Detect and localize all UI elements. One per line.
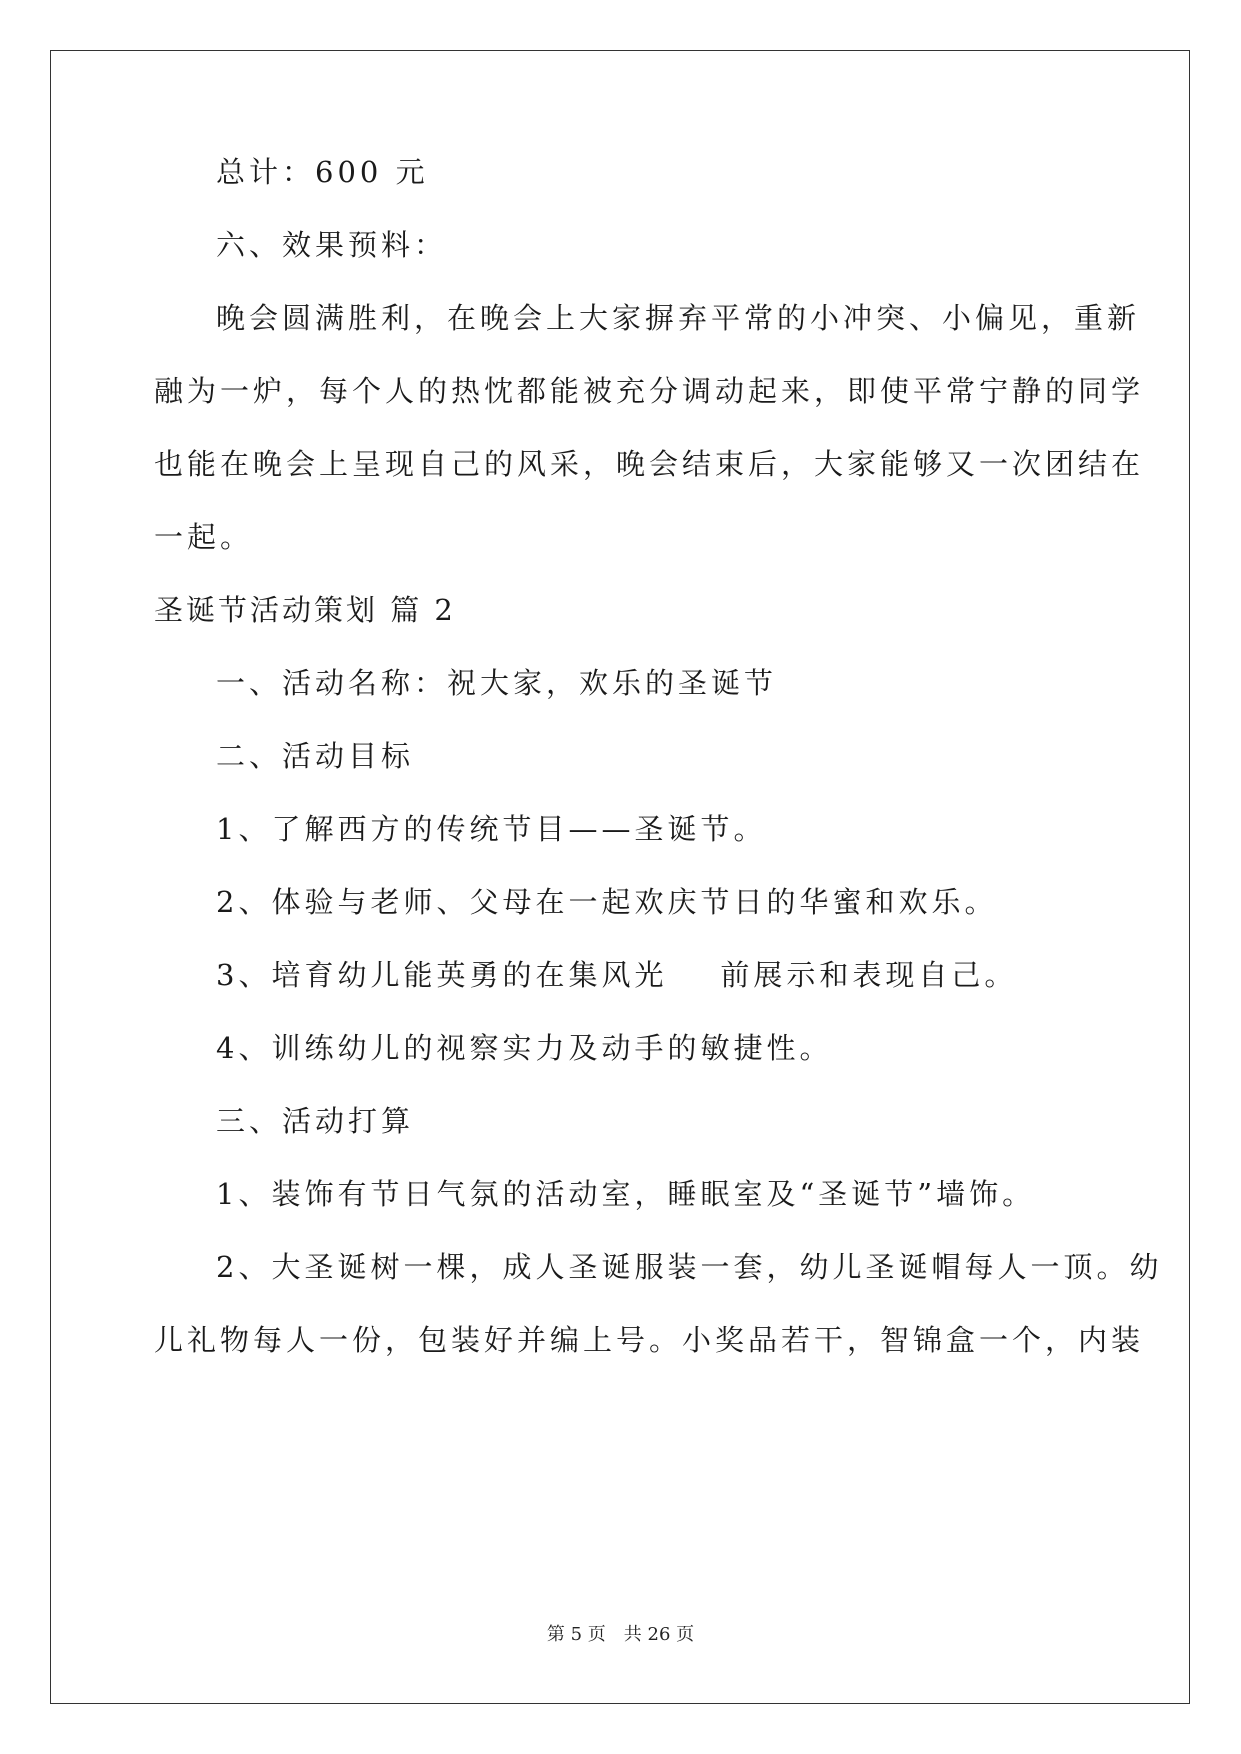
list-item: 2、体验与老师、父母在一起欢庆节日的华蜜和欢乐。	[216, 885, 998, 919]
article-title: 圣诞节活动策划 篇 2	[154, 593, 456, 627]
paragraph-line: 一起。	[154, 520, 254, 554]
list-item: 1、装饰有节日气氛的活动室，睡眠室及“圣诞节”墙饰。	[216, 1177, 1036, 1211]
section-heading: 六、效果预料：	[216, 228, 448, 262]
text-line: 总计：600 元	[216, 155, 429, 189]
section-heading: 二、活动目标	[216, 739, 415, 773]
section-heading: 一、活动名称：祝大家，欢乐的圣诞节	[216, 666, 778, 700]
list-item: 2、大圣诞树一棵，成人圣诞服装一套，幼儿圣诞帽每人一顶。幼	[216, 1250, 1163, 1284]
page-total: 共 26 页	[623, 1624, 695, 1645]
list-item: 4、训练幼儿的视察实力及动手的敏捷性。	[216, 1031, 833, 1065]
paragraph-line: 融为一炉，每个人的热忱都能被充分调动起来，即使平常宁静的同学	[154, 374, 1145, 408]
paragraph-line: 儿礼物每人一份，包装好并编上号。小奖品若干，智锦盒一个，内装	[154, 1323, 1145, 1357]
paragraph-line: 晚会圆满胜利，在晚会上大家摒弃平常的小冲突、小偏见，重新	[216, 301, 1141, 335]
section-heading: 三、活动打算	[216, 1104, 415, 1138]
paragraph-line: 也能在晚会上呈现自己的风采，晚会结束后，大家能够又一次团结在	[154, 447, 1145, 481]
list-item: 1、了解西方的传统节目——圣诞节。	[216, 812, 767, 846]
list-item: 3、培育幼儿能英勇的在集风光 前展示和表现自己。	[216, 958, 1018, 992]
page-footer	[0, 1620, 1241, 1646]
page-number: 第 5 页	[546, 1624, 606, 1645]
